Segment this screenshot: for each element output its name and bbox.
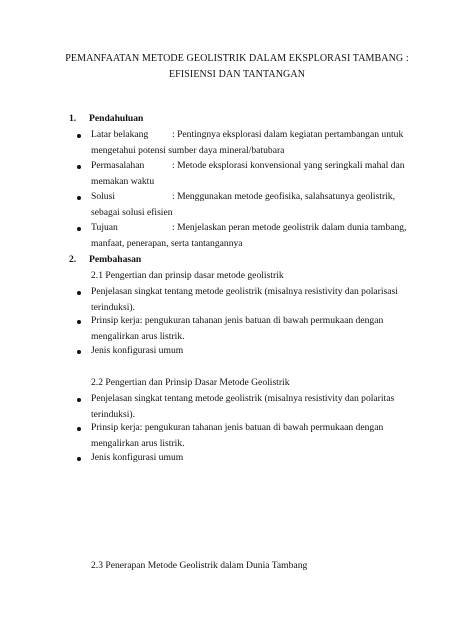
sub1-bullet1-line2: terinduksi). xyxy=(91,302,135,313)
bullet-icon xyxy=(77,291,81,295)
sub2-bullet2-line2: mengalirkan arus listrik. xyxy=(91,438,185,449)
bullet-icon xyxy=(77,398,81,402)
subsection-2-3-title: 2.3 Penerapan Metode Geolistrik dalam Dunia Tambang xyxy=(91,560,308,571)
item-cont-solusi: sebagai solusi efisien xyxy=(91,207,173,218)
item-cont-permasalahan: memakan waktu xyxy=(91,176,155,187)
item-cont-tujuan: manfaat, penerapan, serta tantangannya xyxy=(91,238,243,249)
sub2-bullet1-line2: terinduksi). xyxy=(91,409,135,420)
section1-number: 1. xyxy=(69,113,77,124)
item-text-permasalahan: : Metode eksplorasi konvensional yang seringkali mahal dan xyxy=(172,160,405,171)
section1-heading: Pendahuluan xyxy=(89,113,144,124)
item-cont-latar-belakang: mengetahui potensi sumber daya mineral/batubara xyxy=(91,145,285,156)
subsection-2-1-title: 2.1 Pengertian dan prinsip dasar metode geolistrik xyxy=(91,270,284,281)
item-label-permasalahan: Permasalahan xyxy=(91,160,145,171)
document-title-line1: PEMANFAATAN METODE GEOLISTRIK DALAM EKSPLORASI TAMBANG : xyxy=(65,53,409,64)
item-label-latar-belakang: Latar belakang xyxy=(91,129,149,140)
section2-number: 2. xyxy=(69,254,77,265)
sub2-bullet3-line1: Jenis konfigurasi umum xyxy=(91,452,184,463)
sub1-bullet2-line1: Prinsip kerja: pengukuran tahanan jenis batuan di bawah permukaan dengan xyxy=(91,315,384,326)
bullet-icon xyxy=(77,227,81,231)
item-text-solusi: : Menggunakan metode geofisika, salahsatunya geolistrik, xyxy=(172,191,395,202)
bullet-icon xyxy=(77,165,81,169)
bullet-icon xyxy=(77,320,81,324)
document-title-line2: EFISIENSI DAN TANTANGAN xyxy=(168,69,306,80)
bullet-icon xyxy=(77,427,81,431)
subsection-2-2-title: 2.2 Pengertian dan Prinsip Dasar Metode Geolistrik xyxy=(91,377,290,388)
bullet-icon xyxy=(77,350,81,354)
bullet-icon xyxy=(77,196,81,200)
sub2-bullet2-line1: Prinsip kerja: pengukuran tahanan jenis batuan di bawah permukaan dengan xyxy=(91,422,384,433)
sub1-bullet1-line1: Penjelasan singkat tentang metode geolistrik (misalnya resistivity dan polarisasi xyxy=(91,286,398,297)
item-label-tujuan: Tujuan xyxy=(91,222,118,233)
item-text-latar-belakang: : Pentingnya eksplorasi dalam kegiatan pertambangan untuk xyxy=(172,129,404,140)
sub2-bullet1-line1: Penjelasan singkat tentang metode geolistrik (misalnya resistivity dan polaritas xyxy=(91,393,395,404)
sub1-bullet3-line1: Jenis konfigurasi umum xyxy=(91,345,184,356)
item-label-solusi: Solusi xyxy=(91,191,115,202)
bullet-icon xyxy=(77,134,81,138)
bullet-icon xyxy=(77,457,81,461)
sub1-bullet2-line2: mengalirkan arus listrik. xyxy=(91,331,185,342)
item-text-tujuan: : Menjelaskan peran metode geolistrik dalam dunia tambang, xyxy=(172,222,407,233)
section2-heading: Pembahasan xyxy=(89,254,142,265)
